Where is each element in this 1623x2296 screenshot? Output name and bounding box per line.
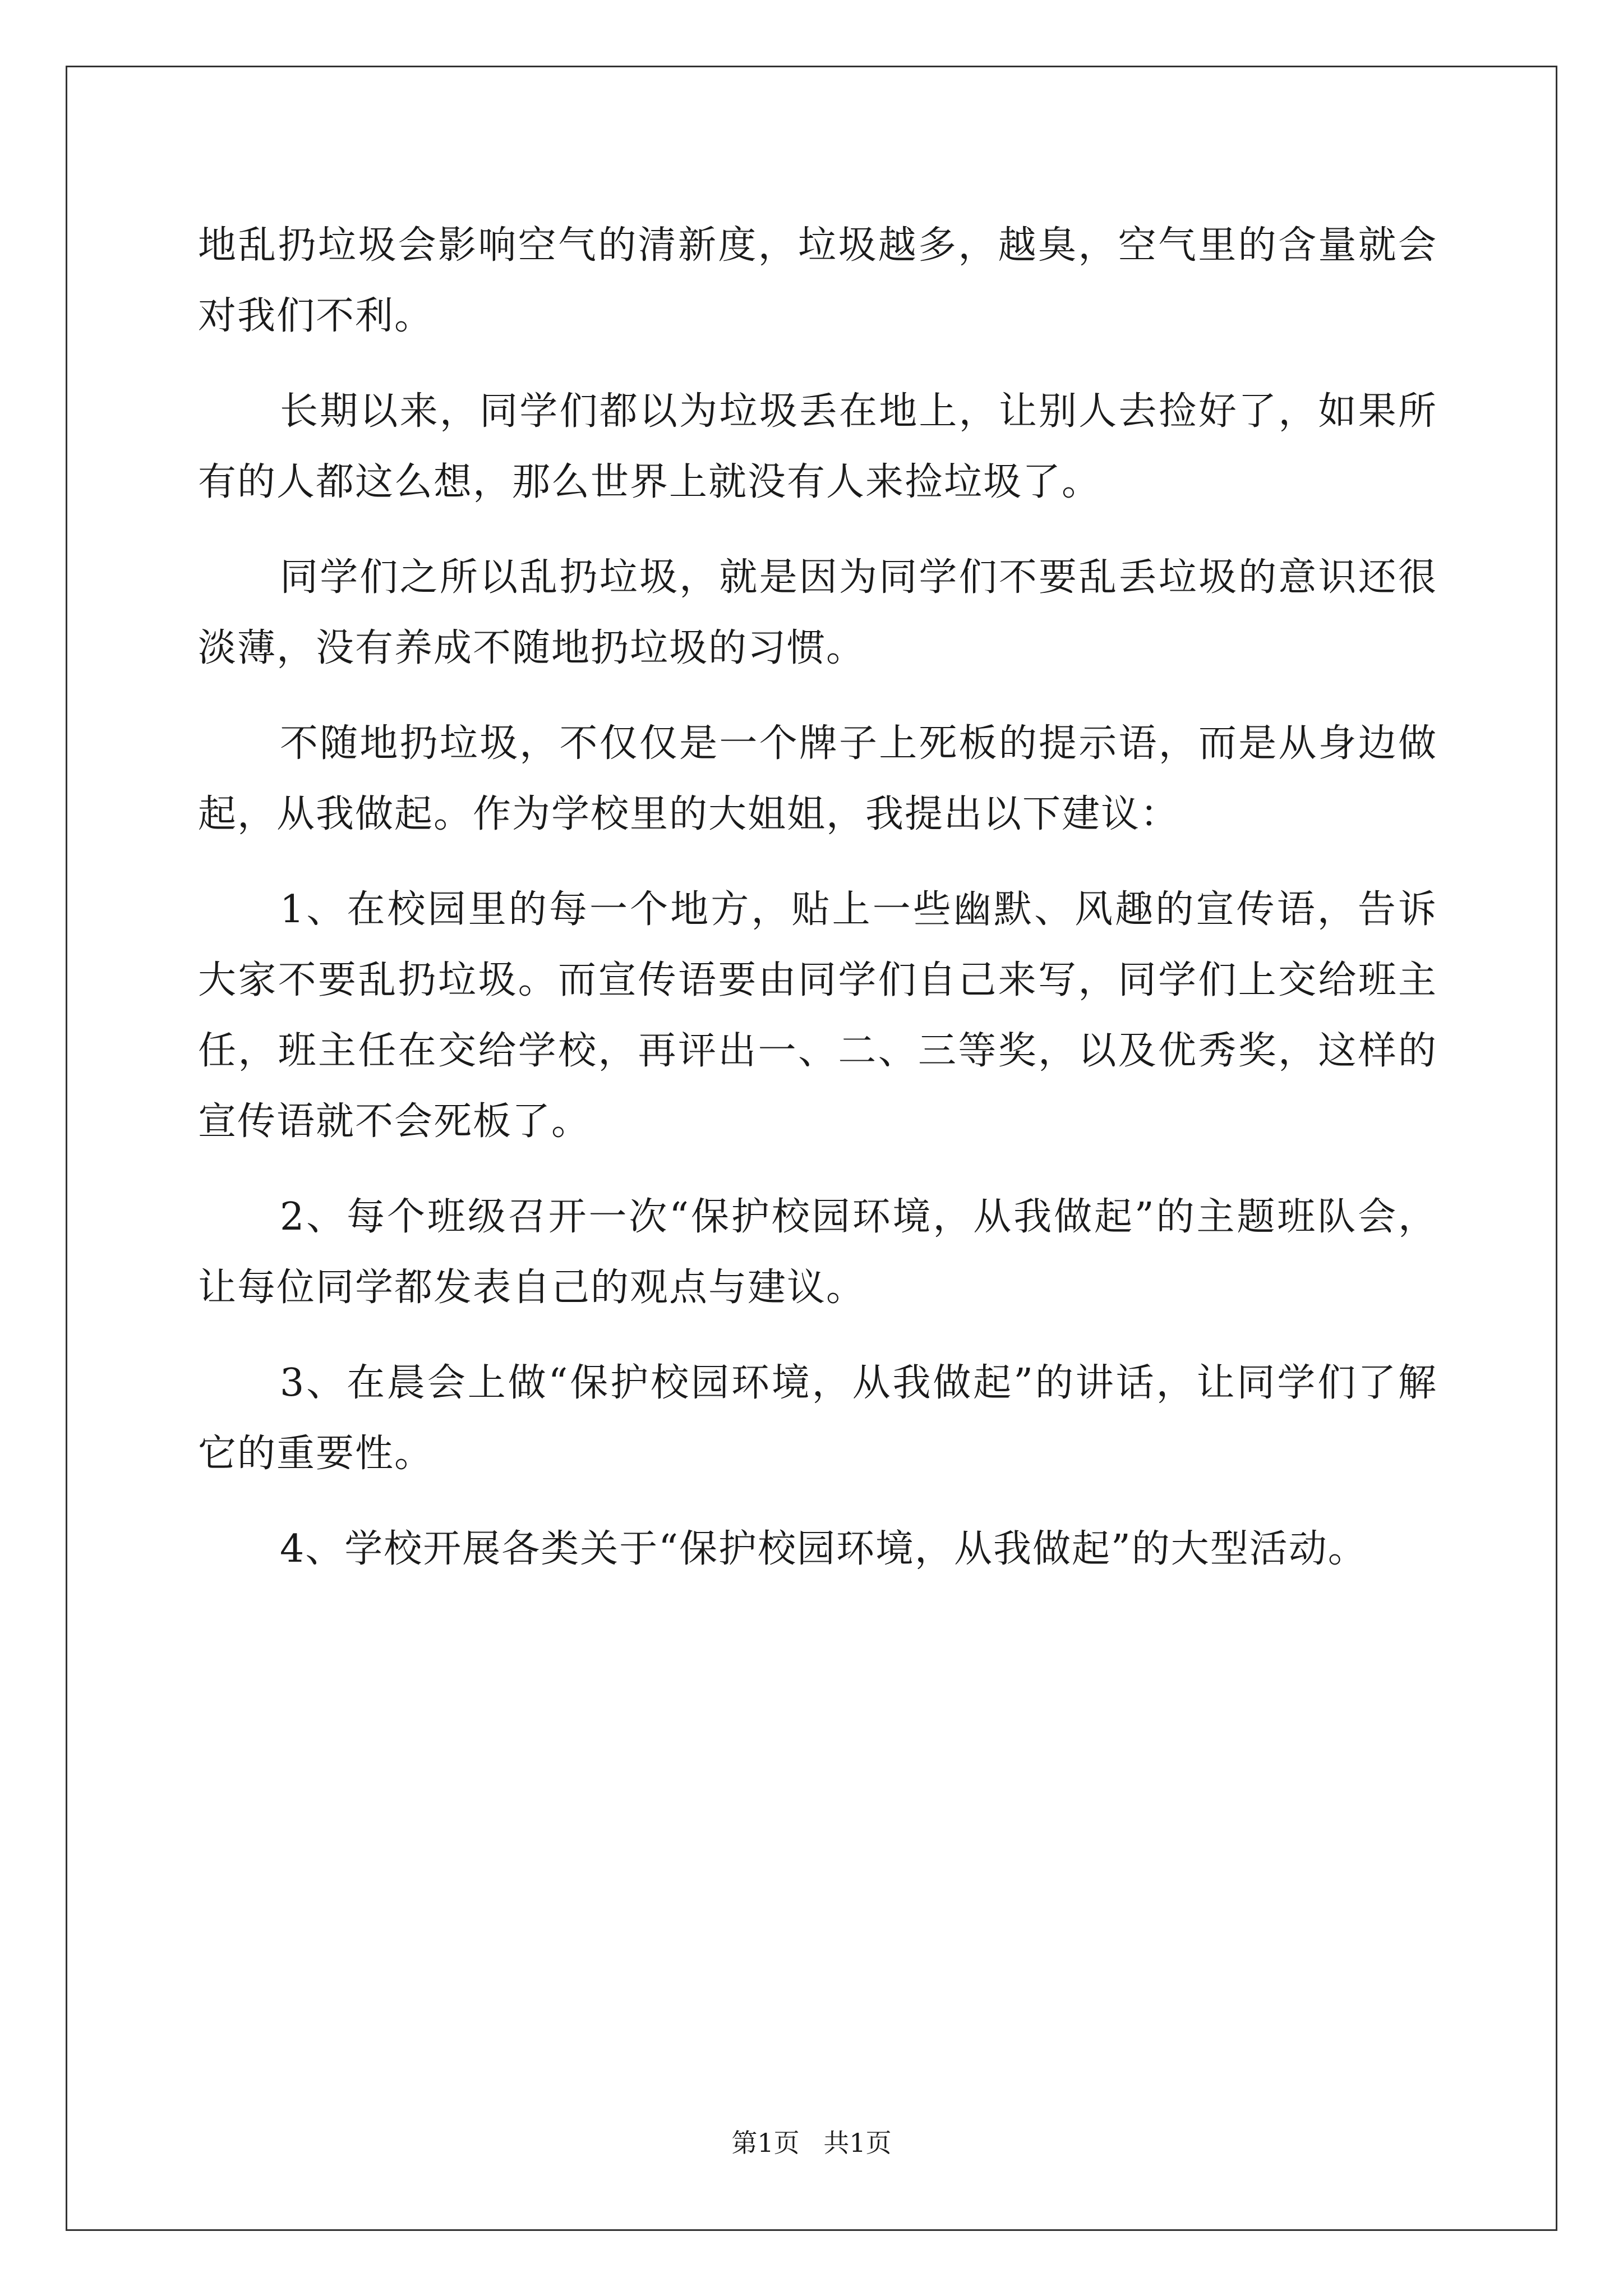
page-total: 共1页	[823, 2128, 892, 2158]
suggestion-2: 2、每个班级召开一次“保护校园环境，从我做起”的主题班队会，让每位同学都发表自己的观点与建议。	[198, 1195, 1437, 1310]
page-footer	[0, 2126, 1623, 2160]
paragraph-4: 不随地扔垃圾，不仅仅是一个牌子上死板的提示语，而是从身边做起，从我做起。作为学校里的大姐姐，我提出以下建议：	[198, 721, 1437, 836]
paragraph-3: 同学们之所以乱扔垃圾，就是因为同学们不要乱丢垃圾的意识还很淡薄，没有养成不随地扔垃圾的习惯。	[198, 555, 1437, 670]
suggestion-4: 4、学校开展各类关于“保护校园环境，从我做起”的大型活动。	[280, 1527, 1367, 1571]
suggestion-3: 3、在晨会上做“保护校园环境，从我做起”的讲话，让同学们了解它的重要性。	[198, 1361, 1437, 1476]
document-body	[198, 210, 1437, 1609]
paragraph-1: 地乱扔垃圾会影响空气的清新度，垃圾越多，越臭，空气里的含量就会对我们不利。	[198, 223, 1437, 338]
paragraph-2: 长期以来，同学们都以为垃圾丢在地上，让别人去捡好了，如果所有的人都这么想，那么世界上就没有人来捡垃圾了。	[198, 389, 1437, 504]
page-number: 第1页	[731, 2128, 800, 2158]
suggestion-1: 1、在校园里的每一个地方，贴上一些幽默、风趣的宣传语，告诉大家不要乱扔垃圾。而宣传语要由同学们自己来写，同学们上交给班主任，班主任在交给学校，再评出一、二、三等奖，以及优秀奖，这样的宣传语就不会死板了。	[198, 887, 1437, 1144]
